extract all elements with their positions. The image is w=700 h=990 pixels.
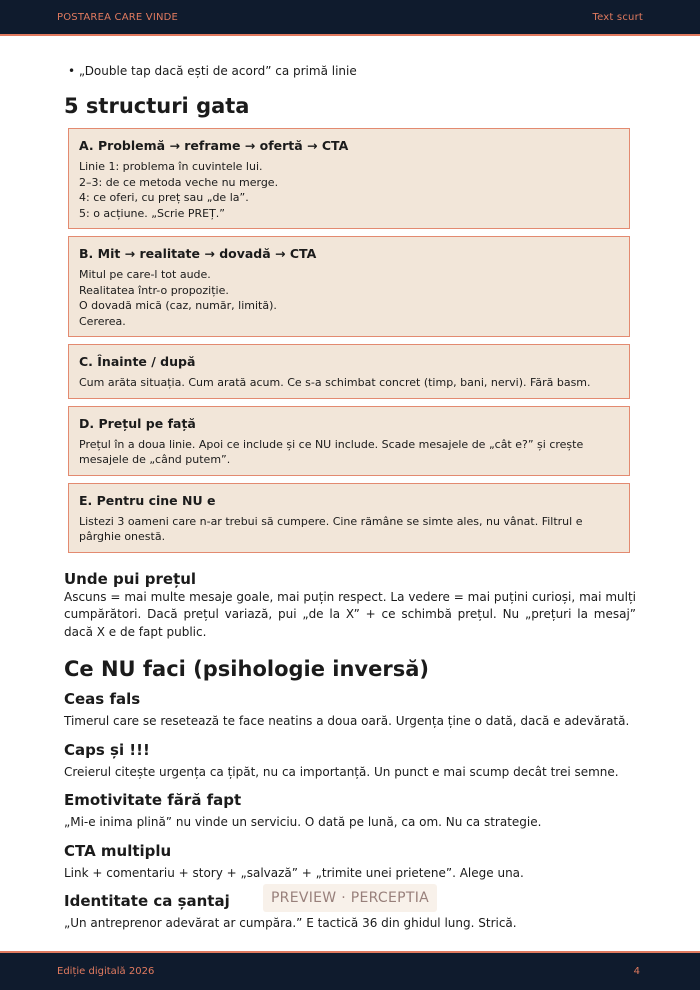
item-title: Ceas fals — [64, 690, 141, 708]
box-title: D. Prețul pe față — [79, 415, 196, 431]
item-text: Link + comentariu + story + „salvază” + „trimite unei prietene”. Alege una. — [64, 865, 524, 880]
structure-box-a — [68, 128, 630, 229]
item-title: Identitate ca șantaj — [64, 892, 230, 910]
section-title-structures: 5 structuri gata — [64, 94, 250, 118]
item-title: Caps și !!! — [64, 740, 150, 759]
page-number: 4 — [633, 966, 640, 977]
box-body: Prețul în a doua linie. Apoi ce include și ce NU include. Scade mesajele de „cât e?” și crește mesajele de „când putem”. — [79, 437, 584, 466]
box-body: Listezi 3 oameni care n-ar trebui să cumpere. Cine rămâne se simte ales, nu vânat. Filtrul e pârghie onestă. — [79, 514, 583, 543]
item-text: Timerul care se resetează te face neatins a doua oară. Urgența ține o dată, dacă e adevărată. — [64, 714, 630, 728]
box-body: Linie 1: problema în cuvintele lui. 2–3: de ce metoda veche nu merge. 4: ce oferi, cu preț sau „de la”. 5: o acțiune. „Scrie PREȚ.” — [79, 160, 279, 220]
footer-edition: Ediție digitală 2026 — [57, 966, 155, 977]
structure-box-c — [68, 344, 630, 399]
item-title: CTA multiplu — [64, 841, 172, 860]
subsection-title-price: Unde pui prețul — [64, 569, 197, 588]
box-title: A. Problemă → reframe → ofertă → CTA — [79, 138, 349, 153]
box-body: Cum arăta situația. Cum arată acum. Ce s-a schimbat concret (timp, bani, nervi). Fără basm. — [79, 376, 591, 389]
bullet-item: • „Double tap dacă ești de acord” ca primă linie — [68, 64, 357, 78]
item-text: „Un antreprenor adevărat ar cumpăra.” E tactică 36 din ghidul lung. Strică. — [64, 916, 517, 930]
page-footer — [0, 951, 700, 990]
item-title: Emotivitate fără fapt — [64, 791, 242, 809]
header-title: POSTAREA CARE VINDE — [57, 11, 179, 23]
structure-box-b — [68, 236, 630, 337]
box-title: E. Pentru cine NU e — [79, 492, 216, 508]
subsection-text-price: Ascuns = mai multe mesaje goale, mai puțin respect. La vedere = mai puțini curioși, mai mulți cumpărători. Dacă prețul variază, pui „de la X” + ce schimbă prețul. Nu „prețuri la mesaj” dacă X e de fapt public. — [64, 589, 636, 639]
structure-box-e — [68, 483, 630, 553]
page-header — [0, 0, 700, 36]
box-body: Mitul pe care-l tot aude. Realitatea într-o propoziție. O dovadă mică (caz, număr, limită). Cererea. — [79, 268, 277, 328]
header-section: Text scurt — [592, 11, 643, 23]
preview-watermark: PREVIEW · PERCEPTIA — [263, 884, 437, 912]
box-title: C. Înainte / după — [79, 354, 196, 369]
item-text: Creierul citește urgența ca țipăt, nu ca importanță. Un punct e mai scump decât trei semne. — [64, 764, 619, 779]
structure-box-d — [68, 406, 630, 476]
box-title: B. Mit → realitate → dovadă → CTA — [79, 246, 317, 261]
item-text: „Mi-e inima plină” nu vinde un serviciu. O dată pe lună, ca om. Nu ca strategie. — [64, 815, 542, 829]
section-title-dont: Ce NU faci (psihologie inversă) — [64, 657, 429, 681]
page-content — [64, 62, 636, 933]
